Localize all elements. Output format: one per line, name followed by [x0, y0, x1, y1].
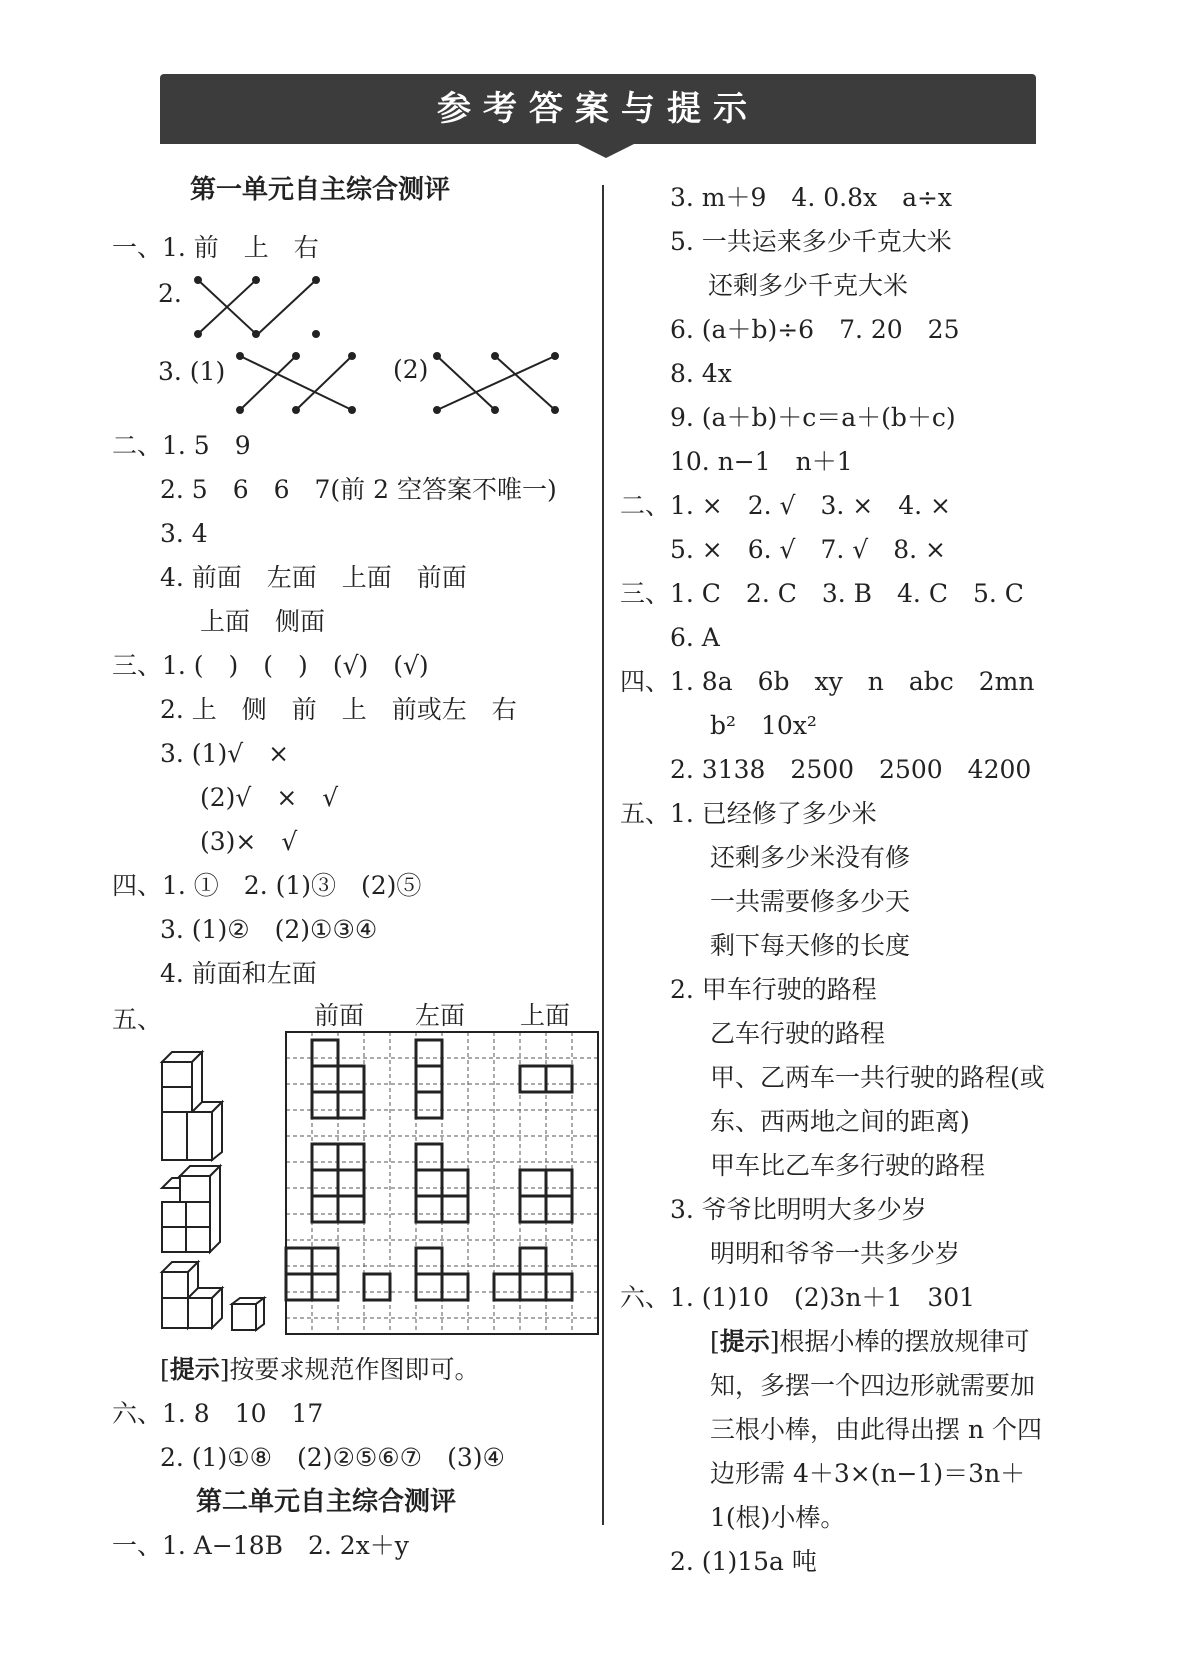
- grid-label-front: 前面: [314, 1001, 365, 1030]
- view-cell: [494, 1274, 520, 1300]
- cube-figure-1: [160, 1050, 230, 1162]
- answer-line: 4. 前面 左面 上面 前面: [160, 563, 467, 592]
- view-cell: [416, 1040, 442, 1066]
- answer-line: (3)× √: [200, 827, 298, 856]
- answer-line: 四、1. ① 2. (1)③ (2)⑤: [112, 871, 422, 900]
- answer-line: 三根小棒，由此得出摆 n 个四: [710, 1415, 1042, 1444]
- view-cell: [546, 1274, 572, 1300]
- answer-line: 6. A: [670, 623, 720, 652]
- view-cell: [546, 1196, 572, 1222]
- unit1-title: 第一单元自主综合测评: [190, 175, 451, 205]
- answer-line: 6. (a＋b)÷6 7. 20 25: [670, 315, 960, 344]
- answer-line: 9. (a＋b)＋c＝a＋(b＋c): [670, 403, 956, 432]
- page-title: 参考答案与提示: [437, 89, 759, 129]
- view-cell: [416, 1274, 442, 1300]
- view-cell: [312, 1196, 338, 1222]
- answer-line: 3. 4: [160, 519, 208, 548]
- view-cell: [312, 1066, 338, 1092]
- hint-label: 提示: [719, 1327, 770, 1356]
- answer-line: 1(根)小棒。: [710, 1503, 846, 1532]
- answer-line: 乙车行驶的路程: [710, 1019, 886, 1048]
- answer-line: 五、: [112, 1005, 163, 1034]
- view-cell: [312, 1144, 338, 1170]
- answer-line: 3. 爷爷比明明大多少岁: [670, 1195, 927, 1224]
- view-cell: [338, 1144, 364, 1170]
- answer-line: 剩下每天修的长度: [710, 931, 911, 960]
- hint-line: [提示]根据小棒的摆放规律可: [710, 1327, 1030, 1356]
- matching-diagram-3: [435, 354, 560, 414]
- hint-line: [提示]按要求规范作图即可。: [160, 1355, 480, 1384]
- cube-figure-2: [160, 1164, 230, 1256]
- view-cell: [312, 1274, 338, 1300]
- view-cell: [520, 1170, 546, 1196]
- view-cell: [546, 1170, 572, 1196]
- answer-line: 甲、乙两车一共行驶的路程(或: [710, 1063, 1045, 1092]
- view-cell: [312, 1248, 338, 1274]
- answer-line: 东、西两地之间的距离): [710, 1107, 970, 1136]
- answer-line: 五、1. 已经修了多少米: [620, 799, 877, 828]
- answer-line: 明明和爷爷一共多少岁: [710, 1239, 961, 1268]
- view-cell: [338, 1170, 364, 1196]
- answer-line: 四、1. 8a 6b xy n abc 2mn: [620, 667, 1035, 696]
- view-cell: [520, 1274, 546, 1300]
- answer-line: 2. 甲车行驶的路程: [670, 975, 877, 1004]
- answer-line: 2. (1)①⑧ (2)②⑤⑥⑦ (3)④: [160, 1443, 505, 1472]
- answer-line: 3. (1)② (2)①③④: [160, 915, 378, 944]
- grid-label-left: 左面: [415, 1001, 466, 1030]
- view-cell: [442, 1170, 468, 1196]
- answer-line: 2. 5 6 6 7(前 2 空答案不唯一): [160, 475, 557, 504]
- answer-line: 上面 侧面: [200, 607, 326, 636]
- matching-diagram-1: [196, 276, 321, 338]
- answer-line: 还剩多少米没有修: [710, 843, 911, 872]
- answer-line: 5. × 6. √ 7. √ 8. ×: [670, 535, 946, 564]
- view-cell: [338, 1196, 364, 1222]
- unit2-title: 第二单元自主综合测评: [196, 1487, 457, 1517]
- answer-line: 一共需要修多少天: [710, 887, 911, 916]
- view-cell: [520, 1248, 546, 1274]
- view-cell: [520, 1196, 546, 1222]
- view-cell: [416, 1196, 442, 1222]
- answer-line: 5. 一共运来多少千克大米: [670, 227, 952, 256]
- view-cell: [312, 1092, 338, 1118]
- answer-line: (2)√ × √: [200, 783, 339, 812]
- view-cell: [520, 1066, 546, 1092]
- answer-line: 三、1. ( ) ( ) (√) (√): [112, 651, 429, 680]
- column-divider: [602, 185, 604, 1525]
- view-cell: [312, 1040, 338, 1066]
- answer-line: 三、1. C 2. C 3. B 4. C 5. C: [620, 579, 1024, 608]
- view-cell: [416, 1170, 442, 1196]
- answer-line: 10. n−1 n＋1: [670, 447, 853, 476]
- answer-line: 2. 上 侧 前 上 前或左 右: [160, 695, 517, 724]
- answer-line: 甲车比乙车多行驶的路程: [710, 1151, 986, 1180]
- view-cell: [416, 1092, 442, 1118]
- answer-line: (2): [393, 355, 429, 384]
- view-cell: [338, 1066, 364, 1092]
- answer-line: 还剩多少千克大米: [708, 271, 909, 300]
- view-grid: [286, 1032, 598, 1334]
- answer-line: 3. (1): [158, 357, 226, 386]
- answer-line: 4. 前面和左面: [160, 959, 317, 988]
- view-cell: [416, 1066, 442, 1092]
- view-cell: [364, 1274, 390, 1300]
- cube-figure-3: [160, 1260, 272, 1332]
- answer-line: 六、1. 8 10 17: [112, 1399, 324, 1428]
- banner-notch: [578, 144, 634, 158]
- answer-line: 2.: [158, 279, 182, 308]
- answer-line: 2. 3138 2500 2500 4200: [670, 755, 1032, 784]
- view-cell: [442, 1196, 468, 1222]
- answer-line: 知，多摆一个四边形就需要加: [710, 1371, 1036, 1400]
- view-cell: [312, 1170, 338, 1196]
- grid-label-top: 上面: [520, 1001, 571, 1030]
- view-cell: [416, 1248, 442, 1274]
- view-cell: [286, 1274, 312, 1300]
- answer-line: 一、1. 前 上 右: [112, 233, 319, 262]
- view-cell: [286, 1248, 312, 1274]
- answer-line: 六、1. (1)10 (2)3n＋1 301: [620, 1283, 976, 1312]
- answer-line: 3. m＋9 4. 0.8x a÷x: [670, 183, 953, 212]
- hint-text: 按要求规范作图即可。: [229, 1355, 480, 1384]
- matching-diagram-2: [238, 354, 358, 414]
- answer-line: b² 10x²: [710, 711, 817, 740]
- view-cell: [416, 1144, 442, 1170]
- answer-line: 一、1. A−18B 2. 2x＋y: [112, 1531, 409, 1560]
- view-cell: [338, 1092, 364, 1118]
- answer-line: 3. (1)√ ×: [160, 739, 290, 768]
- answer-line: 二、1. 5 9: [112, 431, 251, 460]
- answer-line: 边形需 4＋3×(n−1)＝3n＋: [710, 1459, 1026, 1488]
- answer-line: 8. 4x: [670, 359, 732, 388]
- hint-label: 提示: [169, 1355, 220, 1384]
- view-cell: [546, 1066, 572, 1092]
- view-cell: [442, 1274, 468, 1300]
- hint-text: 根据小棒的摆放规律可: [779, 1327, 1030, 1356]
- answer-line: 2. (1)15a 吨: [670, 1547, 817, 1576]
- answer-line: 二、1. × 2. √ 3. × 4. ×: [620, 491, 951, 520]
